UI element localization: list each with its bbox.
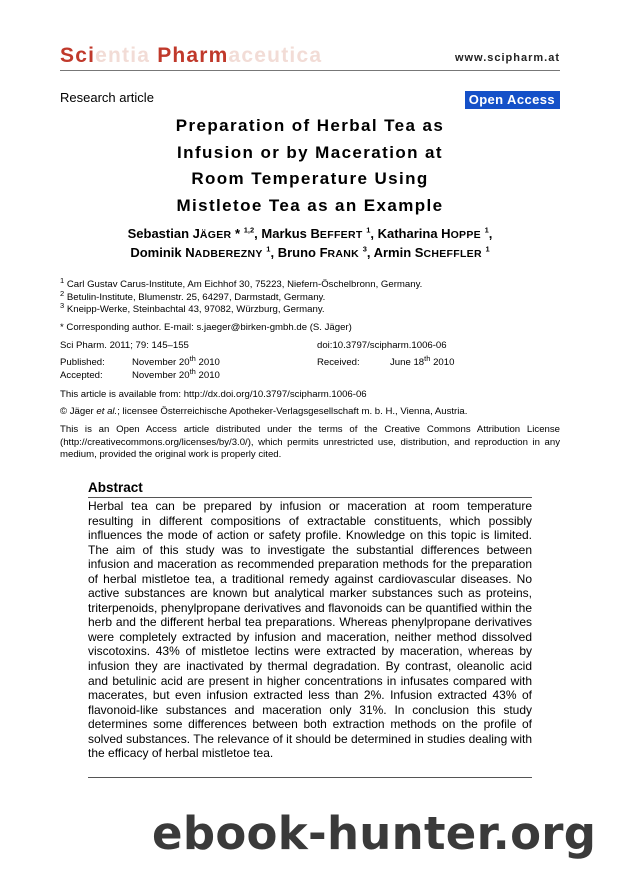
title-line: Infusion or by Maceration at	[177, 142, 443, 162]
abstract-heading: Abstract	[88, 480, 143, 495]
accepted-label: Accepted:	[60, 369, 103, 381]
corresponding-author: * Corresponding author. E-mail: s.jaeger@birken-gmbh.de (S. Jäger)	[60, 322, 352, 333]
journal-url[interactable]: www.scipharm.at	[454, 52, 560, 64]
license-text: This is an Open Access article distributed under the terms of the Creative Commons Attribution License (http://creativecommons.org/licenses/by/3.0/), which permits unrestricted use, distribution, and reproduction in any medium, provided the original work is properly cited.	[60, 424, 560, 460]
author-name: Katharina HOPPE $^1$	[377, 225, 489, 241]
published-date: November 20th 2010	[132, 353, 220, 368]
published-label: Published:	[60, 357, 105, 368]
received-label: Received:	[317, 357, 360, 368]
logo-part-1: Sci	[60, 44, 96, 67]
affiliation-item: $^2$ Betulin-Institute, Blumenstr. 25, 64297, Darmstadt, Germany.	[60, 288, 326, 303]
author-name: Dominik NADBEREZNY $^1$	[130, 244, 271, 260]
abstract-bottom-rule	[88, 777, 532, 778]
title-line: Preparation of Herbal Tea as	[175, 116, 445, 135]
received-date: June 18th 2010	[390, 353, 455, 368]
article-type: Research article	[60, 90, 154, 105]
logo-part-4: aceutica	[228, 44, 323, 67]
abstract-top-rule	[88, 497, 532, 498]
author-name: Armin SCHEFFLER $^1$	[373, 244, 490, 260]
doi[interactable]: doi:10.3797/scipharm.1006-06	[317, 340, 447, 351]
author-name: Markus BEFFERT $^1$	[261, 225, 371, 241]
author-list: Sebastian JÄGER * $^{1,2}$, Markus BEFFERT $^1$, Katharina HOPPE $^1$, Dominik NADBEREZNY $^1$, Bruno FRANK $^3$, Armin SCHEFFLER $^1$	[127, 225, 493, 260]
accepted-date: November 20th 2010	[132, 366, 220, 381]
affiliation-item: $^1$ Carl Gustav Carus-Institute, Am Eichhof 30, 75223, Niefern-Öschelbronn, Germany.	[60, 275, 423, 290]
affiliations	[60, 275, 423, 317]
open-access-badge: Open Access	[465, 91, 560, 109]
citation: Sci Pharm. 2011; 79: 145–155	[60, 340, 189, 351]
article-dates	[60, 353, 560, 382]
copyright-line: © Jäger et al.; licensee Österreichische Apotheker-Verlagsgesellschaft m. b. H., Vienna, Austria.	[60, 406, 468, 417]
logo-part-3: Pharm	[157, 44, 229, 67]
header-divider	[60, 70, 560, 71]
watermark: ebook-hunter.org	[152, 807, 597, 860]
title-line: Mistletoe Tea as an Example	[176, 195, 444, 215]
article-title	[60, 113, 560, 219]
abstract-text: Herbal tea can be prepared by infusion or maceration at room temperature resulting in different compositions of extractable constituents, which possibly influences the mode of action or safety profile. Knowledge on this topic is limited. The aim of this study was to investigate the substantial differences between infusion and maceration as recommended preparation methods for the preparation of herbal mistletoe tea, a traditional remedy against cardiovascular diseases. No active substances are known but analytical marker substances such as proteins, triterpenoids, phenylpropane derivatives and flavonoids can be quantified within the herb and the different herbal tea preparations. Whereas phenylpropane derivatives were completely extracted by infusion and maceration, neither method dissolved viscotoxins. 43% of mistletoe lectins were extracted by maceration, whereas by infusion they are inactivated by thermal degradation. By contrast, oleanolic acid and betulinic acid are present in higher concentrations in infusates compared with macerates, but even infusion extracted less than 2%. Infusion extracted 43% of flavonoid-like substances and maceration only 31%. In conclusion this study determines some differences between both extraction methods on the profile of solved substances. The relevance of it should be determined in studies dealing with the efficacy of herbal mistletoe tea.	[88, 499, 532, 761]
journal-logo	[60, 44, 322, 68]
title-line: Room Temperature Using	[191, 169, 429, 188]
logo-part-2: entia	[95, 44, 158, 67]
author-name: Sebastian JÄGER * $^{1,2}$	[127, 225, 255, 241]
citation-row	[60, 340, 560, 353]
affiliation-item: $^3$ Kneipp-Werke, Steinbachtal 43, 97082, Würzburg, Germany.	[60, 300, 325, 315]
availability-note: This article is available from: http://dx.doi.org/10.3797/scipharm.1006-06	[60, 389, 367, 400]
author-name: Bruno FRANK $^3$	[277, 244, 367, 260]
